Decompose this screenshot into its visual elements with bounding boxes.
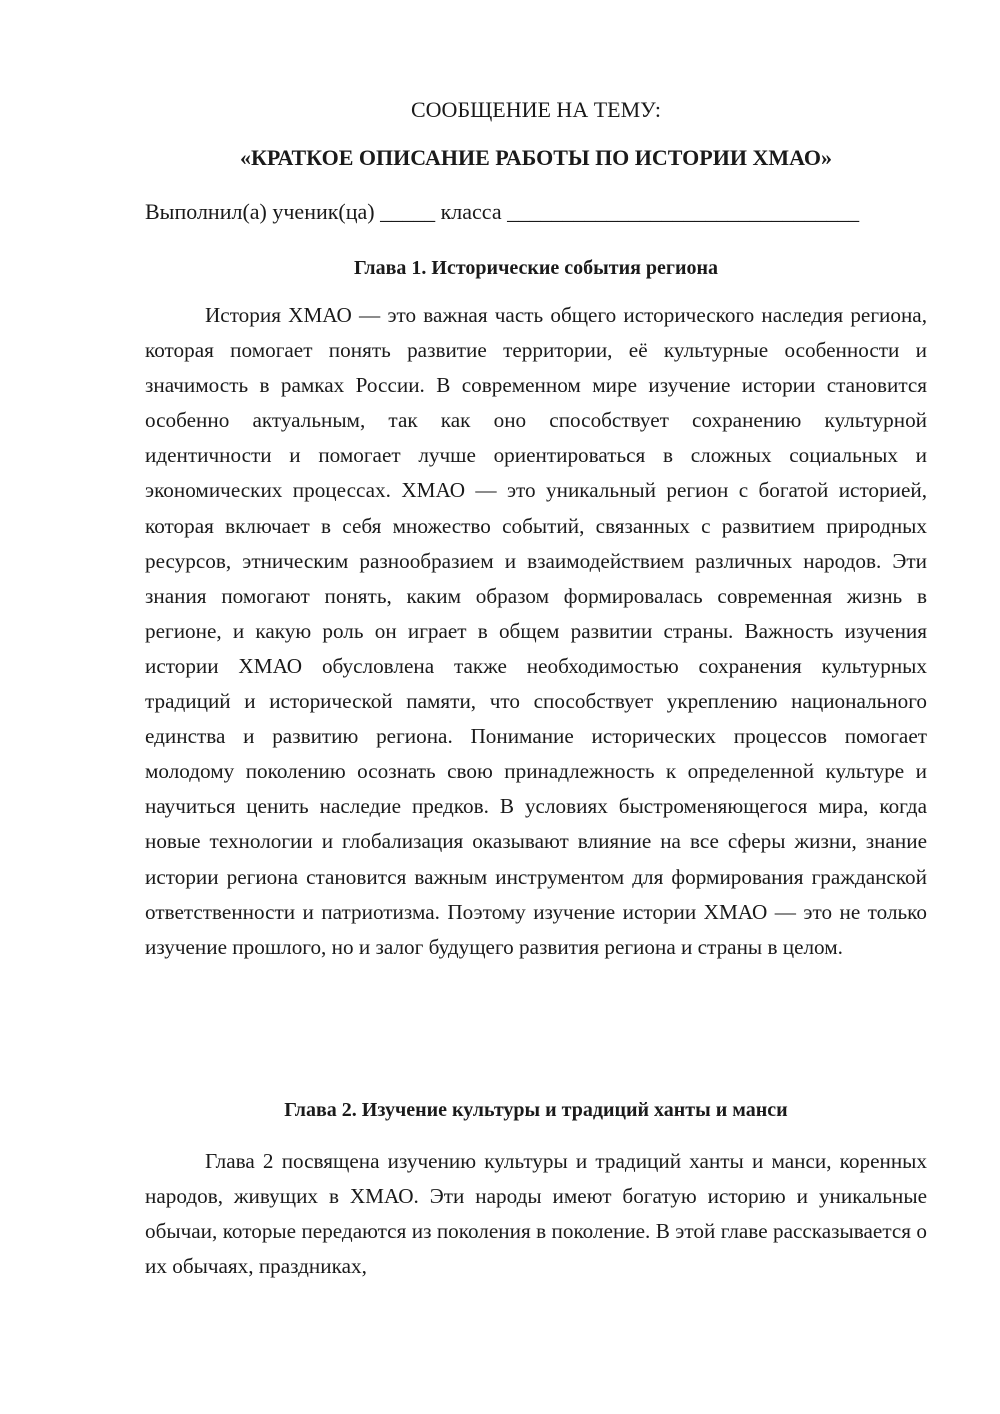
document-title-line-2: «КРАТКОЕ ОПИСАНИЕ РАБОТЫ ПО ИСТОРИИ ХМАО» — [239, 145, 833, 170]
chapter-2-paragraph: Глава 2 посвящена изучению культуры и традиций ханты и манси, коренных народов, живущих в ХМАО. Эти народы имеют богатую историю и уникальные обычаи, которые передаются из поколения в поколение. В этой главе рассказывается о их обычаях, праздниках, — [145, 1149, 927, 1279]
chapter-1-paragraph: История ХМАО — это важная часть общего исторического наследия региона, которая помогает понять развитие территории, её культурные особенности и значимость в рамках России. В современном мире изучение истории становится особенно актуальным, так как оно способствует сохранению культурной идентичности и помогает лучше ориентироваться в сложных социальных и экономических процессах. ХМАО — это уникальный регион с богатой историей, которая включает в себя множество событий, связанных с развитием природных ресурсов, этническим разнообразием и взаимодействием различных народов. Эти знания помогают понять, каким образом формировалась современная жизнь в регионе, и какую роль он играет в общем развитии страны. Важность изучения истории ХМАО обусловлена также необходимостью сохранения культурных традиций и исторической памяти, что способствует укреплению национального единства и развитию региона. Понимание исторических процессов помогает молодому поколению осознать свою принадлежность к определенной культуре и научиться ценить наследие предков. В условиях быстроменяющегося мира, когда новые технологии и глобализация оказывают влияние на все сферы жизни, знание истории региона становится важным инструментом для формирования гражданской ответственности и патриотизма. Поэтому изучение истории ХМАО — это не только изучение прошлого, но и залог будущего развития региона и страны в целом. — [145, 303, 927, 959]
document-title-line-1: СООБЩЕНИЕ НА ТЕМУ: — [411, 97, 661, 122]
author-line: Выполнил(а) ученик(ца) _____ класса ________________________________ — [145, 199, 860, 224]
chapter-1-title: Глава 1. Исторические события региона — [353, 257, 719, 279]
chapter-2-title: Глава 2. Изучение культуры и традиций ханты и манси — [284, 1099, 788, 1121]
